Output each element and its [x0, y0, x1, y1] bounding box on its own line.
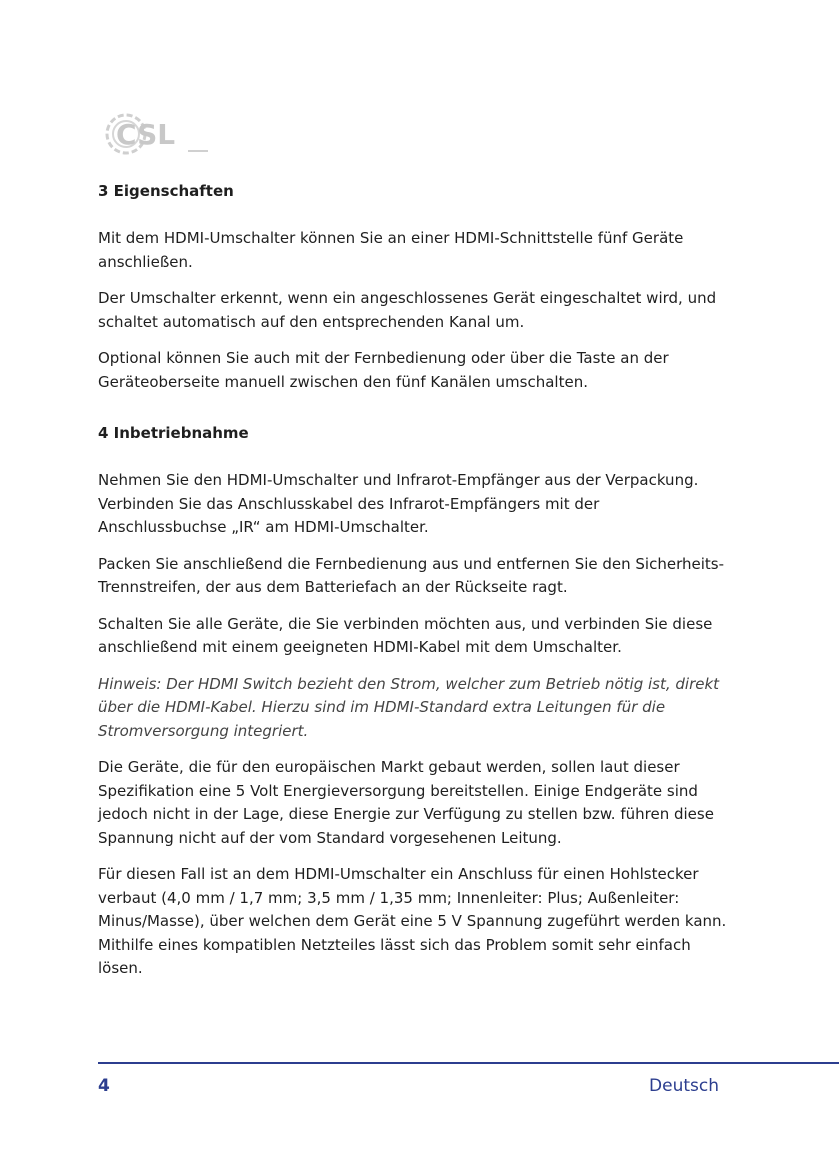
paragraph: Für diesen Fall ist an dem HDMI-Umschalter ein Anschluss für einen Hohlstecker verbaut (4,0 mm / 1,7 mm; 3,5 mm / 1,35 mm; Innenleiter: Plus; Außenleiter: Minus/Masse), über welchen dem Gerät eine 5 V Spannung zugeführt werden kann. Mithilfe eines kompatiblen Netzteiles lässt sich das Problem somit sehr einfach lösen. — [98, 865, 727, 977]
paragraph: Optional können Sie auch mit der Fernbedienung oder über die Taste an der Geräteoberseite manuell zwischen den fünf Kanälen umschalten. — [98, 349, 669, 391]
footer-divider — [98, 1062, 839, 1064]
page-content — [98, 180, 728, 994]
section-heading-inbetriebnahme: 4 Inbetriebnahme — [98, 424, 249, 442]
csl-logo-graphic — [104, 108, 214, 160]
paragraph: Mit dem HDMI-Umschalter können Sie an einer HDMI-Schnittstelle fünf Geräte anschließen. — [98, 229, 684, 271]
csl-logo — [104, 108, 214, 160]
paragraph: Schalten Sie alle Geräte, die Sie verbinden möchten aus, und verbinden Sie diese anschließend mit einem geeigneten HDMI-Kabel mit dem Umschalter. — [98, 614, 713, 656]
paragraph: Die Geräte, die für den europäischen Markt gebaut werden, sollen laut dieser Spezifikation eine 5 Volt Energieversorgung bereitstellen. Einige Endgeräte sind jedoch nicht in der Lage, diese Energie zur Verfügung zu stellen bzw. führen diese Spannung nicht auf der vom Standard vorgesehenen Leitung. — [98, 758, 714, 847]
section-heading-eigenschaften: 3 Eigenschaften — [98, 182, 234, 200]
footer-language: Deutsch — [649, 1076, 719, 1096]
paragraph: Der Umschalter erkennt, wenn ein angeschlossenes Gerät eingeschaltet wird, und schaltet automatisch auf den entsprechenden Kanal um. — [98, 289, 717, 331]
paragraph: Packen Sie anschließend die Fernbedienung aus und entfernen Sie den Sicherheits-Trennstreifen, der aus dem Batteriefach an der Rückseite ragt. — [98, 554, 724, 596]
page-number: 4 — [98, 1076, 110, 1096]
logo-wordmark: CSL — [116, 118, 176, 151]
paragraph: Nehmen Sie den HDMI-Umschalter und Infrarot-Empfänger aus der Verpackung. Verbinden Sie das Anschlusskabel des Infrarot-Empfängers mit der Anschlussbuchse „IR“ am HDMI-Umschalter. — [98, 471, 699, 536]
note-paragraph: Hinweis: Der HDMI Switch bezieht den Strom, welcher zum Betrieb nötig ist, direkt über die HDMI-Kabel. Hierzu sind im HDMI-Standard extra Leitungen für die Stromversorgung integriert. — [98, 674, 720, 740]
